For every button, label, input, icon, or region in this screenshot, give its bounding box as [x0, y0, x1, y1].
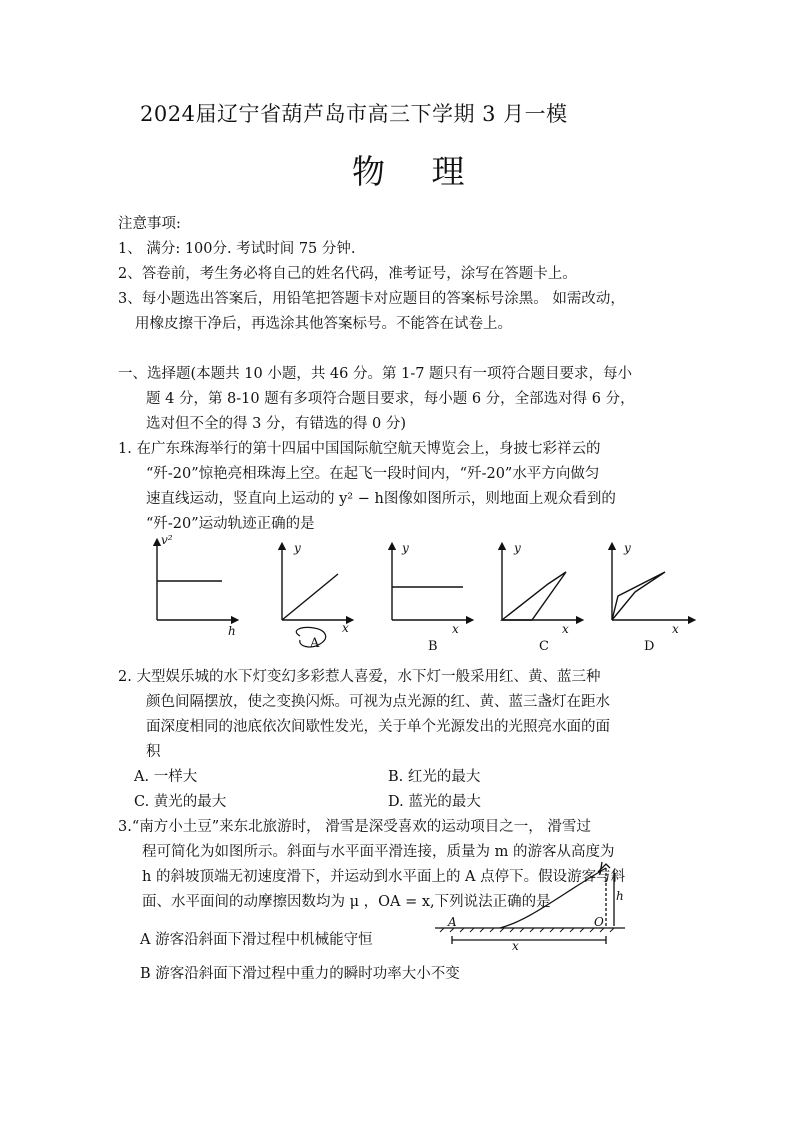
q2-line: 面深度相同的池底依次间歇性发光，关于单个光源发出的光照亮水面的面	[146, 719, 610, 735]
notice-heading: 注意事项:	[118, 216, 181, 232]
q3-option: B 游客沿斜面下滑过程中重力的瞬时功率大小不变	[140, 966, 460, 982]
section-line: 选对但不全的得 3 分，有错选的得 0 分)	[146, 416, 407, 432]
point-a-label: A	[448, 915, 457, 929]
q1-graphs	[140, 532, 700, 662]
q3-slope-figure	[430, 860, 630, 950]
q2-line: 2. 大型娱乐城的水下灯变幻多彩惹人喜爱，水下灯一般采用红、黄、蓝三种	[118, 669, 601, 685]
x-axis-label: x	[342, 621, 349, 635]
v2-h-graph	[157, 542, 235, 620]
q2-option: C. 黄光的最大	[134, 794, 227, 810]
v2-axis-label: v²	[161, 533, 173, 547]
q3-line: 3.“南方小土豆”来东北旅游时， 滑雪是深受喜欢的运动项目之一， 滑雪过	[118, 819, 591, 835]
x-axis-label: x	[562, 622, 569, 636]
q2-line: 颜色间隔摆放，使之变换闪烁。可视为点光源的红、黄、蓝三盏灯在距水	[146, 694, 610, 710]
x-axis-label: x	[452, 622, 459, 636]
q3-option: A 游客沿斜面下滑过程中机械能守恒	[140, 932, 373, 948]
option-d-label: D	[644, 639, 655, 654]
q2-option: B. 红光的最大	[388, 769, 481, 785]
q3-line: 程可简化为如图所示。斜面与水平面平滑连接，质量为 m 的游客从高度为	[142, 844, 615, 860]
section-line: 题 4 分，第 8-10 题有多项符合题目要求，每小题 6 分，全部选对得 6 分，	[146, 391, 635, 407]
graph-a	[282, 546, 350, 647]
y-axis-label: y	[514, 541, 521, 555]
q3-line: h 的斜坡顶端无初速度滑下，并运动到水平面上的 A 点停下。假设游客与斜	[142, 869, 626, 885]
h-axis-label: h	[228, 624, 236, 638]
graph-c	[502, 546, 580, 620]
section-line: 一、选择题(本题共 10 小题，共 46 分。第 1-7 题只有一项符合题目要求，每小	[118, 366, 633, 382]
point-o-label: O	[594, 915, 604, 929]
y-axis-label: y	[402, 541, 409, 555]
q1-line: 速直线运动，竖直向上运动的 y² − h图像如图所示，则地面上观众看到的	[146, 491, 616, 507]
option-b-label: B	[428, 639, 438, 654]
q1-line: 1. 在广东珠海举行的第十四届中国国际航空航天博览会上，身披七彩祥云的	[118, 441, 601, 457]
notice-item: 用橡皮擦干净后，再选涂其他答案标号。不能答在试卷上。	[135, 316, 512, 332]
exam-title: 2024届辽宁省葫芦岛市高三下学期 3 月一模	[140, 102, 568, 126]
q2-line: 积	[146, 744, 161, 760]
q2-option: D. 蓝光的最大	[388, 794, 481, 810]
notice-item: 2、答卷前，考生务必将自己的姓名代码，准考证号，涂写在答题卡上。	[118, 266, 577, 282]
subject-title: 物 理	[352, 152, 483, 191]
y-axis-label: y	[294, 541, 301, 555]
x-axis-label: x	[672, 622, 679, 636]
distance-label: x	[512, 939, 519, 950]
q1-line: “歼-20”运动轨迹正确的是	[146, 516, 315, 532]
option-a-label: A	[310, 636, 320, 651]
notice-item: 1、 满分: 100分. 考试时间 75 分钟.	[118, 241, 356, 257]
option-c-label: C	[539, 639, 549, 654]
y-axis-label: y	[624, 541, 631, 555]
notice-item: 3、每小题选出答案后，用铅笔把答题卡对应题目的答案标号涂黑。 如需改动，	[118, 291, 625, 307]
q1-line: “歼-20”惊艳亮相珠海上空。在起飞一段时间内，“歼-20”水平方向做匀	[146, 466, 600, 482]
q3-line: 面、水平面间的动摩擦因数均为 μ ，OA = x,下列说法正确的是	[142, 894, 551, 910]
q2-option: A. 一样大	[134, 769, 198, 785]
graph-b	[392, 546, 470, 620]
height-label: h	[616, 889, 624, 903]
graph-d	[612, 546, 692, 620]
